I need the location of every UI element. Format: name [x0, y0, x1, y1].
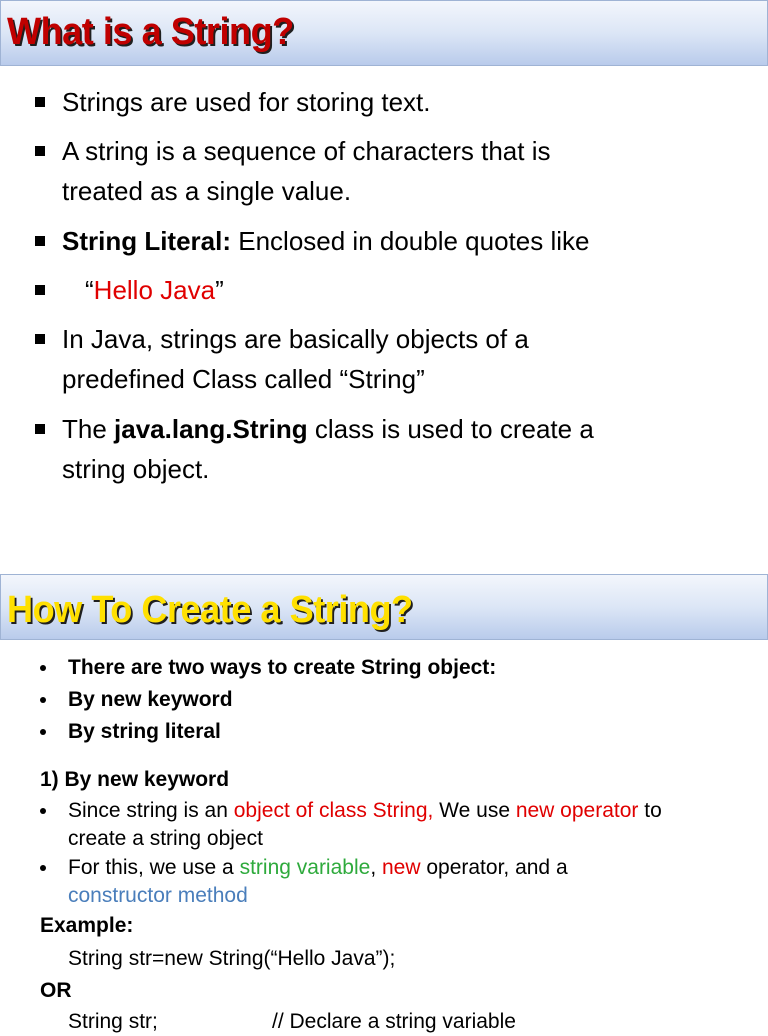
square-bullet-icon	[35, 236, 45, 246]
title-banner-2	[0, 574, 768, 640]
bullet-text	[62, 319, 740, 399]
highlight-red: new	[381, 856, 421, 879]
point-line	[68, 854, 568, 882]
square-bullet-icon	[35, 97, 45, 107]
bullet-line	[62, 409, 740, 449]
bullet-text: Strings are used for storing text.	[62, 87, 431, 117]
bold-term: String Literal:	[62, 226, 232, 256]
text-run: to	[638, 799, 662, 822]
example-label: Example:	[40, 914, 134, 937]
square-bullet-icon	[35, 146, 45, 156]
round-bullet-icon	[40, 729, 46, 735]
example-code: String str=new String(“Hello Java”);	[68, 947, 396, 970]
bullet-line: treated as a single value.	[62, 176, 352, 206]
text-run: For this, we use a	[68, 856, 240, 879]
intro-text: By new keyword	[68, 688, 233, 711]
bullet-rest: Enclosed in double quotes like	[231, 226, 590, 256]
bullet-item	[0, 131, 740, 211]
partial-code: String str;	[68, 1010, 158, 1033]
round-bullet-icon	[40, 865, 46, 871]
highlight-blue: constructor method	[68, 884, 248, 907]
intro-text: There are two ways to create String object:	[68, 656, 497, 679]
text-run: The	[62, 414, 115, 444]
highlight-red: new operator	[515, 799, 639, 822]
square-bullet-icon	[35, 424, 45, 434]
bullet-line: In Java, strings are basically objects of a	[62, 324, 529, 354]
point-item	[0, 854, 768, 910]
point-text	[68, 854, 568, 910]
bullet-item	[0, 82, 740, 122]
quote-mark: ”	[215, 275, 224, 305]
section-heading: 1) By new keyword	[40, 768, 230, 791]
slide-title-1: What is a String?	[7, 11, 294, 53]
bullet-line: predefined Class called “String”	[62, 364, 425, 394]
highlight-green: string variable	[239, 856, 371, 879]
bullet-line: A string is a sequence of characters that is	[62, 136, 551, 166]
hello-java-literal: Hello Java	[93, 275, 216, 305]
round-bullet-icon	[40, 808, 46, 814]
text-run: operator, and a	[420, 856, 568, 879]
text-run: ,	[370, 856, 382, 879]
round-bullet-icon	[40, 697, 46, 703]
point-line: create a string object	[68, 827, 263, 850]
bullet-text	[62, 409, 740, 489]
intro-text: By string literal	[68, 720, 221, 743]
intro-item	[0, 654, 768, 682]
or-label: OR	[40, 979, 72, 1002]
highlight-red: object of class String,	[233, 799, 434, 822]
point-item	[0, 797, 768, 853]
point-text	[68, 797, 662, 853]
slide-title-2: How To Create a String?	[7, 589, 413, 631]
text-run: We use	[433, 799, 516, 822]
bullet-item	[0, 221, 740, 261]
square-bullet-icon	[35, 334, 45, 344]
bullet-item	[0, 270, 740, 310]
intro-item	[0, 718, 768, 746]
intro-item	[0, 686, 768, 714]
bullet-text	[62, 131, 740, 211]
partial-comment: // Declare a string variable	[272, 1010, 516, 1033]
bullet-text	[85, 270, 740, 310]
point-line	[68, 797, 662, 825]
quote-mark: “	[85, 275, 94, 305]
bullet-item	[0, 409, 740, 489]
bullet-item	[0, 319, 740, 399]
title-banner-1	[0, 0, 768, 66]
round-bullet-icon	[40, 665, 46, 671]
text-run: class is used to create a	[307, 414, 594, 444]
text-run: Since string is an	[68, 799, 234, 822]
square-bullet-icon	[35, 285, 45, 295]
class-name: java.lang.String	[114, 414, 308, 444]
bullet-line: string object.	[62, 454, 210, 484]
bullet-text	[62, 221, 740, 261]
